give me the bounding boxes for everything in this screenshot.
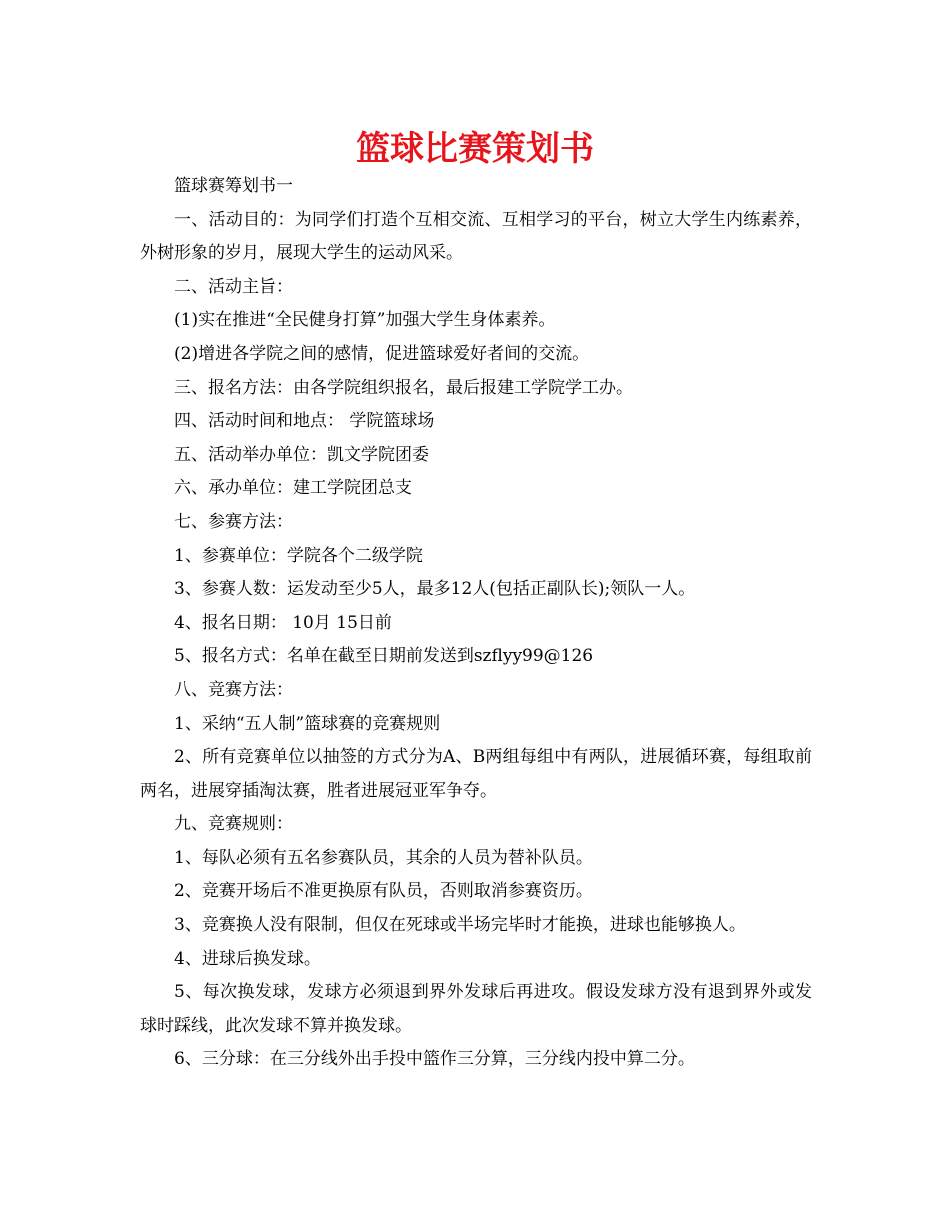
paragraph-organizer: 五、活动举办单位：凯文学院团委 [174, 444, 429, 465]
paragraph-registration-date: 4、报名日期： 10月 15日前 [174, 612, 392, 633]
paragraph-method-item-2: 2、所有竞赛单位以抽签的方式分为A、B两组每组中有两队，进展循环赛，每组取前两名，进展穿插淘汰赛，胜者进展冠亚军争夺。 [140, 747, 812, 801]
paragraph-rule-2: 2、竞赛开场后不准更换原有队员，否则取消参赛资历。 [174, 881, 593, 902]
paragraph-rule-6: 6、三分球：在三分线外出手投中篮作三分算，三分线内投中算二分。 [174, 1049, 695, 1070]
paragraph-participant-units: 1、参赛单位：学院各个二级学院 [174, 545, 423, 566]
paragraph-participant-count: 3、参赛人数：运发动至少5人，最多12人(包括正副队长);领队一人。 [174, 579, 696, 600]
paragraph-competition-rules: 九、竞赛规则： [174, 814, 293, 835]
paragraph-participation-method: 七、参赛方法： [174, 511, 293, 532]
paragraph-registration-channel: 5、报名方式：名单在截至日期前发送到szflyy99@126 [174, 646, 594, 667]
document-title: 篮球比赛策划书 [356, 129, 594, 169]
document-body [140, 170, 812, 1077]
paragraph-theme-item-1: (1)实在推进“全民健身打算”加强大学生身体素养。 [174, 310, 556, 331]
paragraph-rule-5: 5、每次换发球，发球方必须退到界外发球后再进攻。假设发球方没有退到界外或发球时踩线，此次发球不算并换发球。 [140, 982, 812, 1036]
paragraph-undertaker: 六、承办单位：建工学院团总支 [174, 478, 412, 499]
paragraph-rule-1: 1、每队必须有五名参赛队员，其余的人员为替补队员。 [174, 847, 593, 868]
paragraph-rule-4: 4、进球后换发球。 [174, 948, 321, 969]
paragraph-method-item-1: 1、采纳“五人制”篮球赛的竞赛规则 [174, 713, 441, 734]
paragraph-theme-item-2: (2)增进各学院之间的感情，促进篮球爱好者间的交流。 [174, 343, 590, 364]
paragraph-rule-3: 3、竞赛换人没有限制，但仅在死球或半场完毕时才能换，进球也能够换人。 [174, 915, 746, 936]
paragraph-time-location: 四、活动时间和地点： 学院篮球场 [174, 411, 435, 432]
paragraph-activity-theme: 二、活动主旨： [174, 276, 293, 297]
paragraph-registration-method: 三、报名方法：由各学院组织报名，最后报建工学院学工办。 [174, 377, 633, 398]
paragraph-competition-method: 八、竞赛方法： [174, 679, 293, 700]
paragraph-activity-purpose: 一、活动目的：为同学们打造个互相交流、互相学习的平台，树立大学生内练素养，外树形象的岁月，展现大学生的运动风采。 [140, 209, 812, 264]
paragraph-subtitle: 篮球赛筹划书一 [174, 176, 293, 196]
